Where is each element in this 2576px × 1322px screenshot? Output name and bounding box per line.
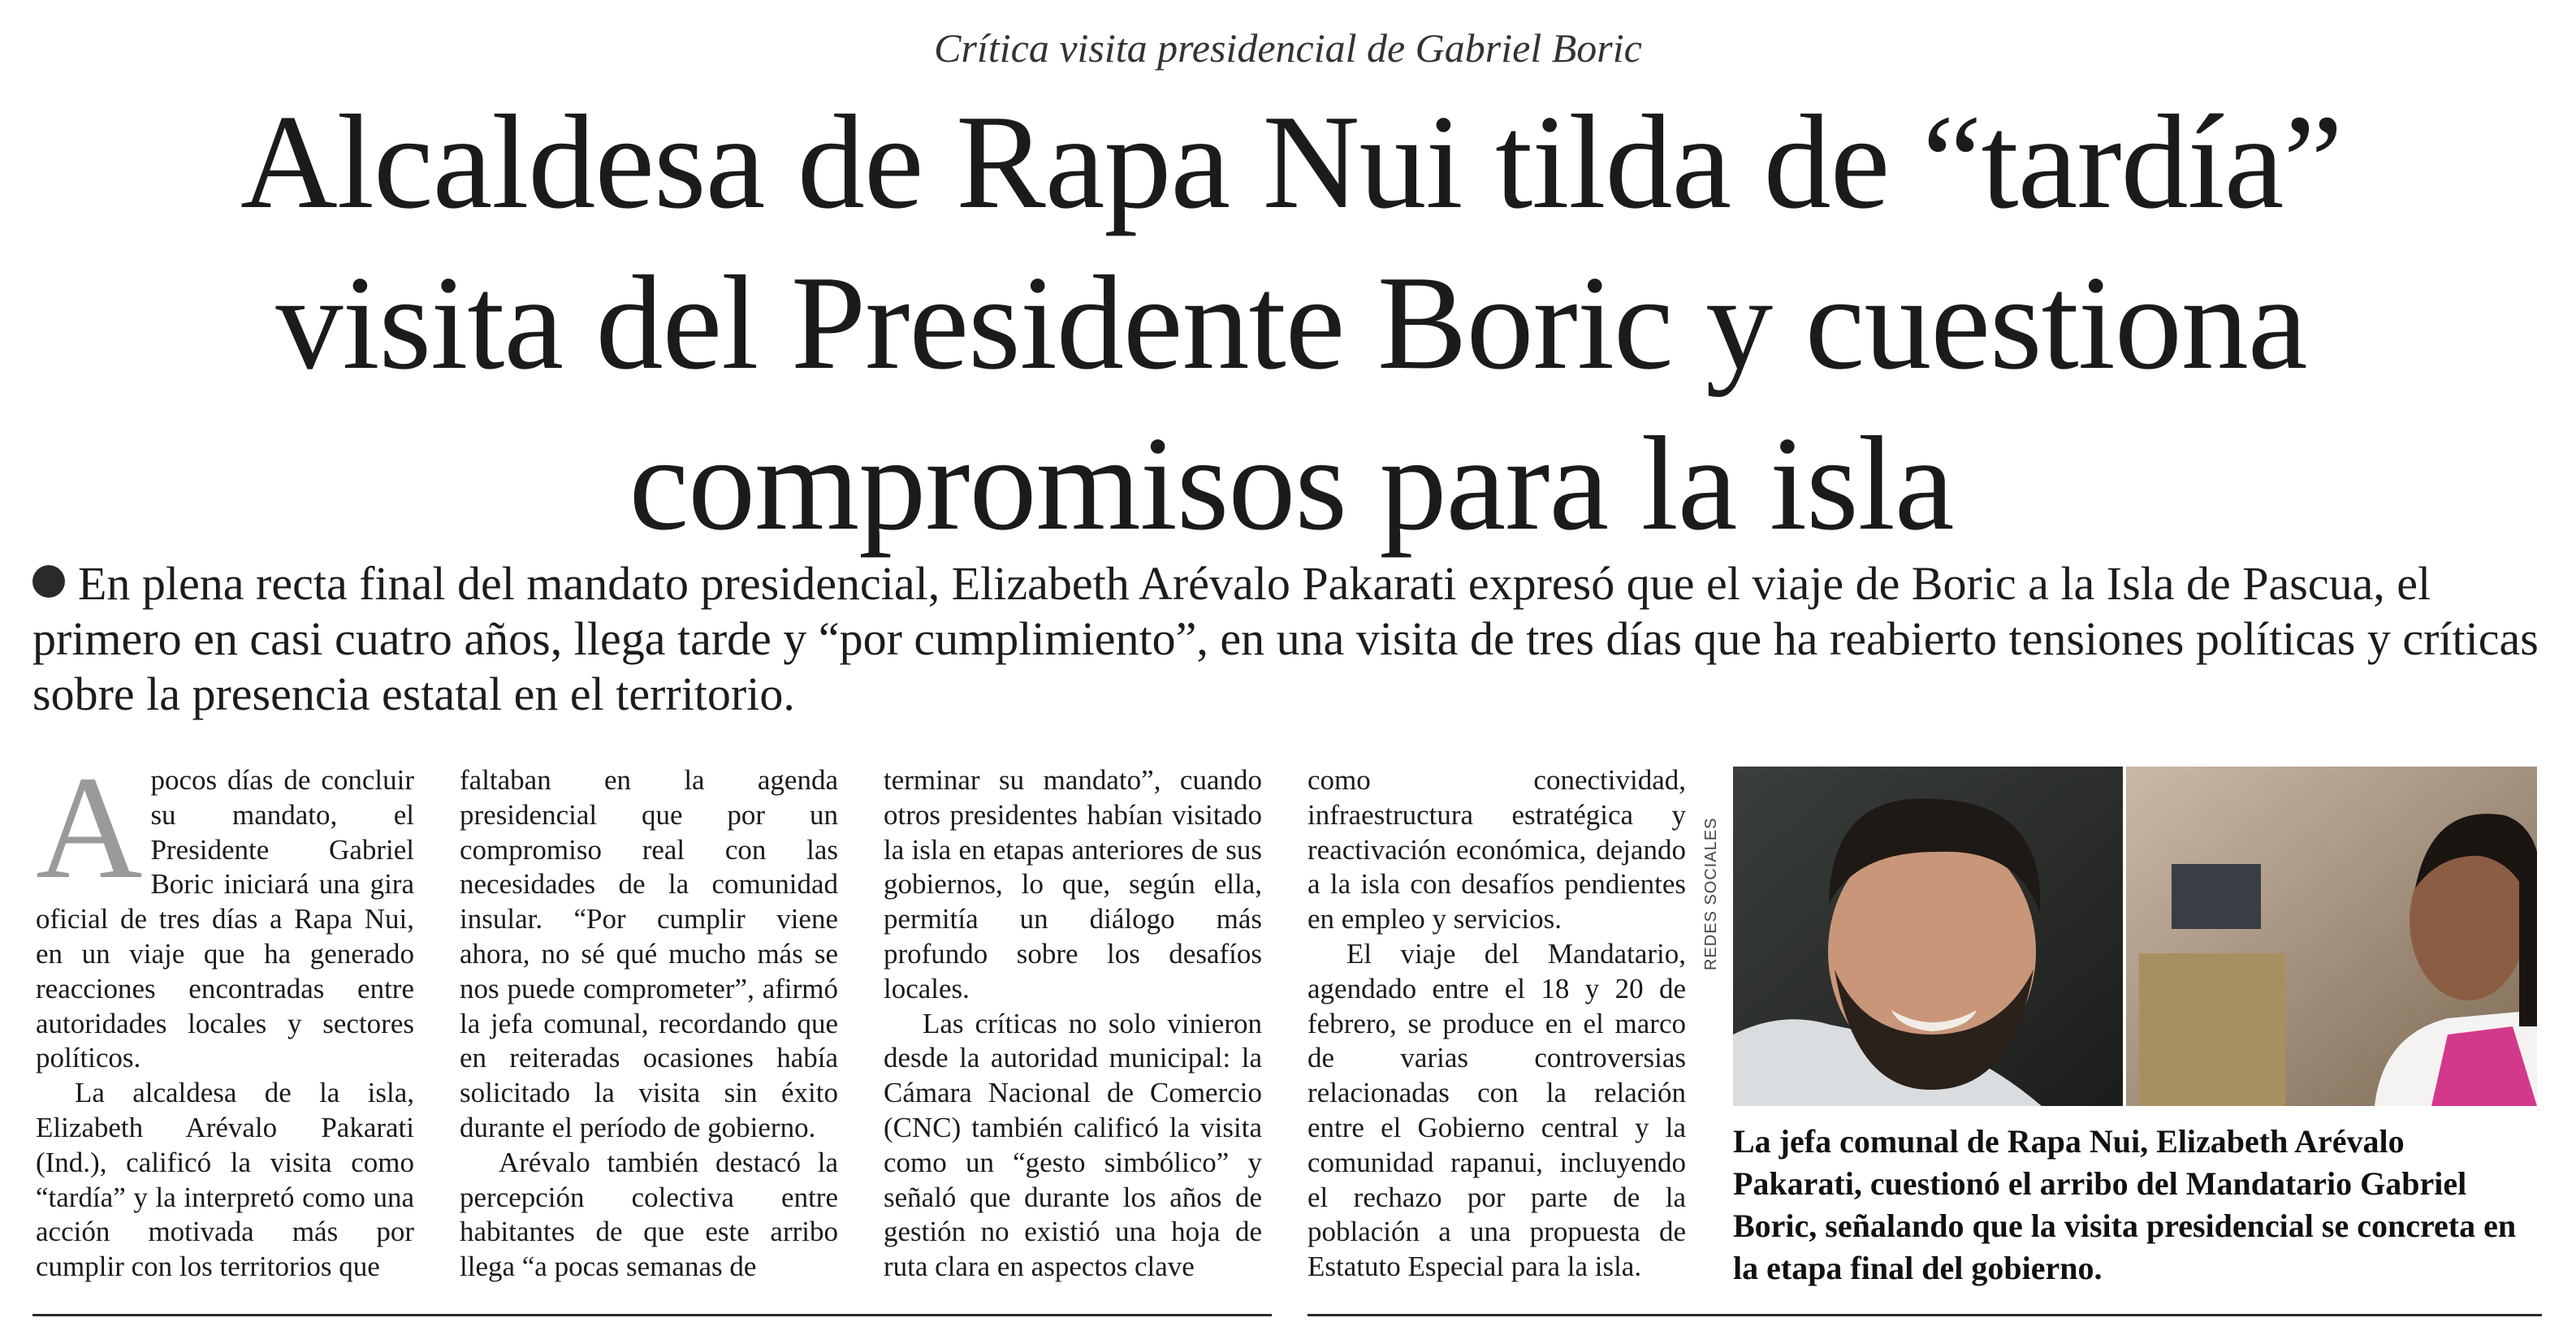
paragraph-text: pocos días de concluir su mandato, el Presidente Gabriel Boric iniciará una gira oficial de tres días a Rapa Nui, en un viaje que ha generado reacciones encontradas entre autoridades locales y sectores políticos. — [36, 764, 414, 1074]
article-column-2 — [460, 763, 838, 1285]
lead-paragraph — [32, 556, 2542, 722]
photo-divider — [2123, 767, 2126, 1106]
article-column-1 — [36, 746, 414, 1285]
paragraph: La alcaldesa de la isla, Elizabeth Arévalo Pakarati (Ind.), calificó la visita como “tardía” y la interpretó como una acción motivada más por cumplir con los territorios que — [36, 1077, 414, 1283]
lead-text: En plena recta final del mandato presidencial, Elizabeth Arévalo Pakarati expresó que el viaje de Boric a la Isla de Pascua, el primero en casi cuatro años, llega tarde y “por cumplimiento”, en una visita de tres días que ha reabierto tensiones políticas y críticas sobre la presencia estatal en el territorio. — [32, 557, 2539, 720]
paragraph: faltaban en la agenda presidencial que por un compromiso real con las necesidades de la comunidad insular. “Por cumplir viene ahora, no sé qué mucho más se nos puede comprometer”, afirmó la jefa comunal, recordando que en reiteradas ocasiones había solicitado la visita sin éxito durante el período de gobierno. — [460, 764, 838, 1143]
headline-line-1: Alcaldesa de Rapa Nui tilda de “tardía” — [240, 87, 2343, 236]
bullet-icon — [32, 565, 65, 598]
photo-credit: REDES SOCIALES — [1702, 817, 1720, 970]
bottom-rule-left — [32, 1314, 1272, 1316]
paragraph: El viaje del Mandatario, agendado entre el 18 y 20 de febrero, se produce en el marco de varias controversias relacionadas con la relación entre el Gobierno central y la comunidad rapanui, incluyendo el rechazo por parte de la población a una propuesta de Estatuto Especial para la isla. — [1307, 937, 1686, 1283]
paragraph: Arévalo también destacó la percepción colectiva entre habitantes de que este arribo llega “a pocas semanas de — [460, 1146, 838, 1283]
paragraph — [36, 746, 414, 1076]
photo-illustration — [1733, 767, 2537, 1106]
paragraph: Las críticas no solo vinieron desde la autoridad municipal: la Cámara Nacional de Comercio (CNC) también calificó la visita como un “gesto simbólico” y señaló que durante los años de gestión no existió una hoja de ruta clara en aspectos clave — [884, 1007, 1262, 1283]
paragraph: como conectividad, infraestructura estratégica y reactivación económica, dejando a la isla con desafíos pendientes en empleo y servicios. — [1307, 764, 1686, 935]
headline — [49, 81, 2534, 564]
bottom-rule-right — [1307, 1314, 2542, 1316]
article-column-4 — [1307, 763, 1686, 1285]
headline-line-3: compromisos para la isla — [629, 408, 1954, 558]
paragraph: terminar su mandato”, cuando otros presidentes habían visitado la isla en etapas anteriores de sus gobiernos, lo que, según ella, permitía un diálogo más profundo sobre los desafíos locales. — [884, 764, 1262, 1004]
headline-line-2: visita del Presidente Boric y cuestiona — [275, 248, 2307, 397]
drop-cap: A — [36, 746, 143, 909]
photo-caption: La jefa comunal de Rapa Nui, Elizabeth Arévalo Pakarati, cuestionó el arribo del Mandatario Gabriel Boric, señalando que la visita presidencial se concreta en la etapa final del gobierno. — [1733, 1123, 2517, 1286]
news-photo — [1733, 767, 2537, 1106]
article-column-3 — [884, 763, 1262, 1285]
section-kicker: Crítica visita presidencial de Gabriel Boric — [934, 25, 1642, 71]
